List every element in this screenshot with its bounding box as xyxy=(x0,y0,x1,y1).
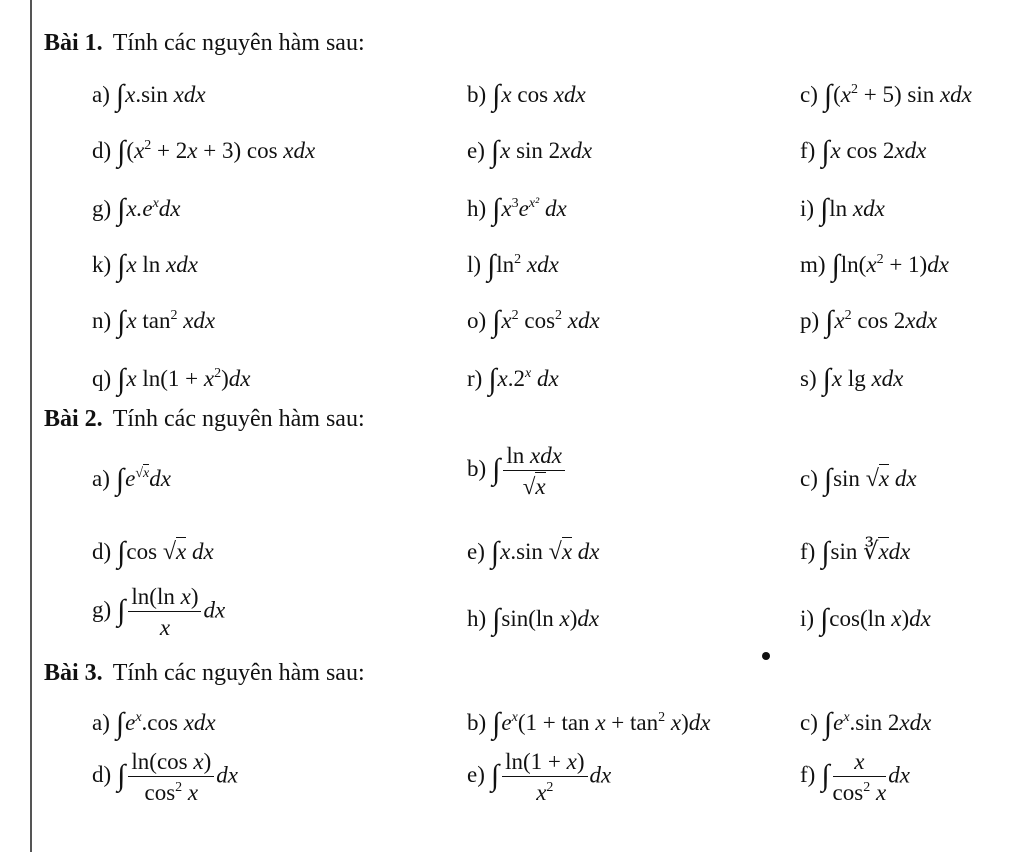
section-heading-bai2 xyxy=(44,406,365,433)
exercise-3c: c) $\int e^x.\sin$ 2xdx xyxy=(800,707,932,740)
exercise-1s: s) ∫x lg xdx xyxy=(800,363,904,396)
exercise-1p: p) $\int x^2$ cos 2xdx xyxy=(800,305,938,338)
exercise-2f: f) ∫sin ∛xdx xyxy=(800,536,911,569)
exercise-1k: k) ∫x ln xdx xyxy=(92,249,198,282)
exercise-1o: o) $\int x^2$ $\cos^2$ xdx xyxy=(467,305,600,338)
left-margin-rule xyxy=(30,0,32,852)
section-heading-bai3 xyxy=(44,660,365,687)
exercise-3f: f) ∫ $\frac{x}{\cos^2 x}$ dx xyxy=(800,749,910,805)
exercise-1n: n) ∫x $\tan^2$ xdx xyxy=(92,305,216,338)
section-heading-bai1 xyxy=(44,30,365,57)
exercise-2g: g) ∫ $\frac{\text{ln(ln x)}}{x}$ dx xyxy=(92,584,226,640)
exercise-2d: d) ∫cos √x dx xyxy=(92,536,214,569)
exercise-1a: a) ∫x.sin xdx xyxy=(92,79,206,112)
section-instruction: Tính các nguyên hàm sau: xyxy=(112,406,365,432)
section-label: Bài 2. xyxy=(44,406,103,432)
exercise-1b: b) ∫x cos xdx xyxy=(467,79,586,112)
exercise-2i: i) ∫cos(ln x)dx xyxy=(800,603,931,636)
section-instruction: Tính các nguyên hàm sau: xyxy=(112,30,365,56)
exercise-3d: d) ∫ $\frac{\text{ln(cos x)}}{\cos^2 x}$ dx xyxy=(92,749,238,805)
exercise-1l: l) $\int\ln^2$ xdx xyxy=(467,249,559,282)
exercise-2a: a) $\int e^{√x}dx$ xyxy=(92,463,171,496)
section-label: Bài 3. xyxy=(44,660,103,686)
exercise-2c: c) ∫sin √x dx xyxy=(800,463,917,496)
exercise-2e: e) ∫x.sin √x dx xyxy=(467,536,600,569)
exercise-3a: a) $\int e^x.\cos$ xdx xyxy=(92,707,216,740)
exercise-1f: f) ∫x cos 2xdx xyxy=(800,135,927,168)
section-label: Bài 1. xyxy=(44,30,103,56)
exercise-3b: b) $\int e^x(1 + \tan x + \tan^2 x)dx$ xyxy=(467,707,711,740)
exercise-1c: c) $\int(x^2 + 5)$ sin xdx xyxy=(800,79,972,112)
exercise-1h: h) $\int x^3e^{x^2}$ dx xyxy=(467,193,567,226)
exercise-1i: i) ∫ln xdx xyxy=(800,193,885,226)
section-instruction: Tính các nguyên hàm sau: xyxy=(112,660,365,686)
exercise-3e: e) ∫ $\frac{\ln(1 + x)}{x^2}$ dx xyxy=(467,749,612,805)
exercise-1d: d) $\int(x^2 + 2x + 3)$ cos xdx xyxy=(92,135,316,168)
exercise-1r: r) ∫x.2$^x$ dx xyxy=(467,363,559,396)
exercise-1e: e) ∫x sin 2xdx xyxy=(467,135,593,168)
exercise-1g: g) $\int x.e^xdx$ xyxy=(92,193,181,226)
exercise-1m: m) $\int\ln(x^2 + 1)dx$ xyxy=(800,249,949,282)
exercise-2b: b) ∫ $\frac{\text{ln xdx}}{√x}$ xyxy=(467,444,567,498)
exercise-2h: h) ∫sin(ln x)dx xyxy=(467,603,600,636)
exercise-1q: q) ∫x $\ln(1 + x^2)dx$ xyxy=(92,363,251,396)
stray-dot xyxy=(762,652,770,660)
